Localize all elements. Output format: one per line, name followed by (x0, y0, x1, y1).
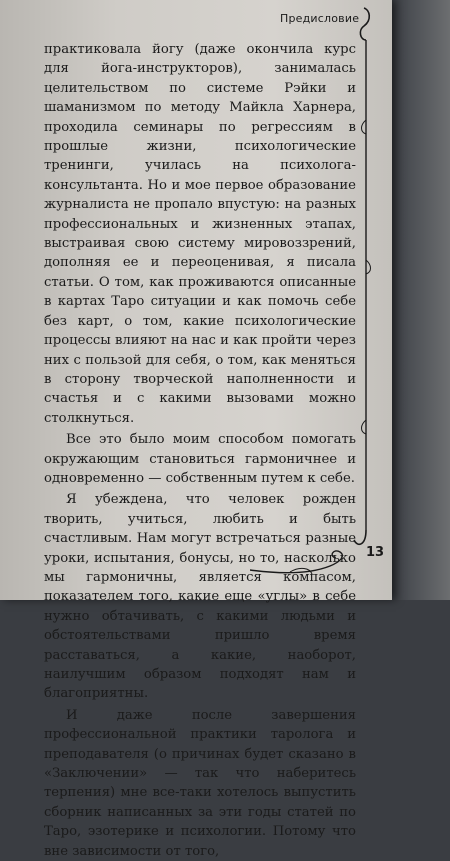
paragraph-4: И даже после завершения профессиональной практики таролога и преподавателя (о причинах будет сказано в «Заключении» — так что наберитесь терпения) мне все-таки хотелось выпустить сборник написанных за эти годы статей по Таро, эзотерике и психологии. Потому что вне зависимости от того, (44, 707, 356, 859)
body-text (44, 40, 356, 861)
paragraph-2: Все это было моим способом помогать окружающим становиться гармоничнее и одновременно — собственным путем к себе. (44, 432, 356, 486)
running-head: Предисловие (280, 12, 360, 25)
decorative-swirl-ornament (250, 548, 360, 578)
page-number: 13 (366, 545, 385, 560)
paragraph-1: практиковала йогу (даже окончила курс для йога-инструкторов), занималась целительством по системе Рэйки и шаманизмом по методу Майкла Харнера, проходила семинары по регрессиям в прошлые жизни, психологические тренинги, училась на психолога-консультанта. Но и мое первое образование журналиста не пропало впустую: на разных профессиональных и жизненных этапах, выстраивая свою систему мировоззрений, дополняя ее и переоценивая, я писала статьи. О том, как проживаются описанные в картах Таро ситуации и как помочь себе без карт, о том, какие психологические процессы влияют на нас и как пройти через них с пользой для себя, о том, как меняться в сторону творческой наполненности и счастья и с какими вызовами можно столкнуться. (44, 42, 356, 426)
paragraph-3: Я убеждена, что человек рожден творить, учиться, любить и быть счастливым. Нам могут встречаться разные уроки, испытания, бонусы, но то, насколько мы гармоничны, является компасом, показателем того, какие еще «углы» в себе нужно обтачивать, с какими людьми и обстоятельствами пришло время расставаться, а какие, наоборот, наилучшим образом подходят нам и благоприятны. (44, 492, 356, 702)
